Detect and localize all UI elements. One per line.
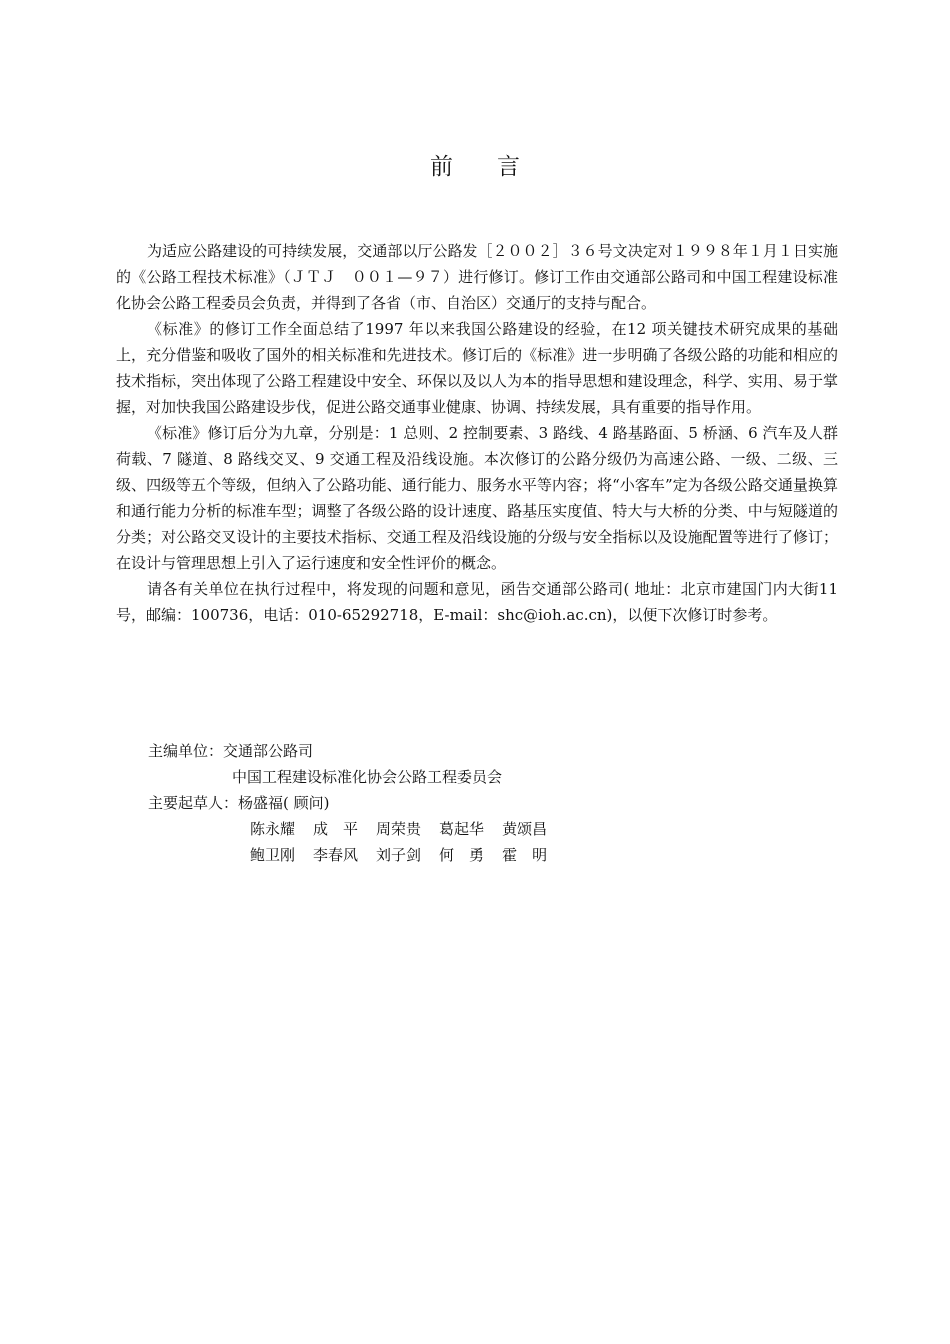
drafter-name: 鲍卫刚 <box>250 846 296 864</box>
paragraph-2: 《标准》的修订工作全面总结了1997 年以来我国公路建设的经验，在12 项关键技术研究成果的基础上，充分借鉴和吸收了国外的相关标准和先进技术。修订后的《标准》进一步明确了各级公路的功能和相应的技术指标，突出体现了公路工程建设中安全、环保以及以人为本的指导思想和建设理念，科学、实用、易于掌握，对加快我国公路建设步伐，促进公路交通事业健康、协调、持续发展，具有重要的指导作用。 <box>116 320 838 416</box>
title-char-1: 前 <box>430 154 453 180</box>
drafter-names-row-2 <box>148 842 708 868</box>
editor-unit-2: 中国工程建设标准化协会公路工程委员会 <box>232 768 503 786</box>
drafter-name: 周荣贵 <box>376 820 422 838</box>
drafter-name: 成 平 <box>313 820 359 838</box>
editor-row <box>148 738 708 764</box>
drafter-row <box>148 790 708 816</box>
drafter-names-row-1 <box>148 816 708 842</box>
paragraph-4: 请各有关单位在执行过程中，将发现的问题和意见，函告交通部公路司( 地址：北京市建国门内大街11 号，邮编：100736，电话：010-65292718，E-mail：shc@ioh.ac.cn)，以便下次修订时参考。 <box>116 580 838 624</box>
editor-row-2 <box>148 764 708 790</box>
drafter-lead: 杨盛福( 顾问) <box>238 794 330 812</box>
preface-body <box>116 238 838 628</box>
drafter-name: 葛起华 <box>439 820 485 838</box>
drafter-name: 陈永耀 <box>250 820 296 838</box>
drafter-name: 黄颂昌 <box>502 820 548 838</box>
drafter-name: 李春风 <box>313 846 359 864</box>
page-title <box>0 148 950 181</box>
signature-block <box>148 738 708 868</box>
editor-unit-1: 交通部公路司 <box>223 742 314 760</box>
drafter-label: 主要起草人： <box>148 794 239 812</box>
paragraph-1: 为适应公路建设的可持续发展，交通部以厅公路发［２００２］３６号文决定对１９９８年１月１日实施的《公路工程技术标准》（ＪＴＪ ００１—９７）进行修订。修订工作由交通部公路司和中国工程建设标准化协会公路工程委员会负责，并得到了各省（市、自治区）交通厅的支持与配合。 <box>116 242 838 312</box>
drafter-name: 刘子剑 <box>376 846 422 864</box>
editor-label: 主编单位： <box>148 742 224 760</box>
drafter-name: 霍 明 <box>502 846 548 864</box>
paragraph-3: 《标准》修订后分为九章，分别是：1 总则、2 控制要素、3 路线、4 路基路面、5 桥涵、6 汽车及人群荷载、7 隧道、8 路线交叉、9 交通工程及沿线设施。本次修订的公路分级仍为高速公路、一级、二级、三级、四级等五个等级，但纳入了公路功能、通行能力、服务水平等内容；将“小客车”定为各级公路交通量换算和通行能力分析的标准车型；调整了各级公路的设计速度、路基压实度值、特大与大桥的分类、中与短隧道的分类；对公路交叉设计的主要技术指标、交通工程及沿线设施的分级与安全指标以及设施配置等进行了修订；在设计与管理思想上引入了运行速度和安全性评价的概念。 <box>116 424 838 572</box>
title-char-2: 言 <box>497 154 520 180</box>
drafter-name: 何 勇 <box>439 846 485 864</box>
